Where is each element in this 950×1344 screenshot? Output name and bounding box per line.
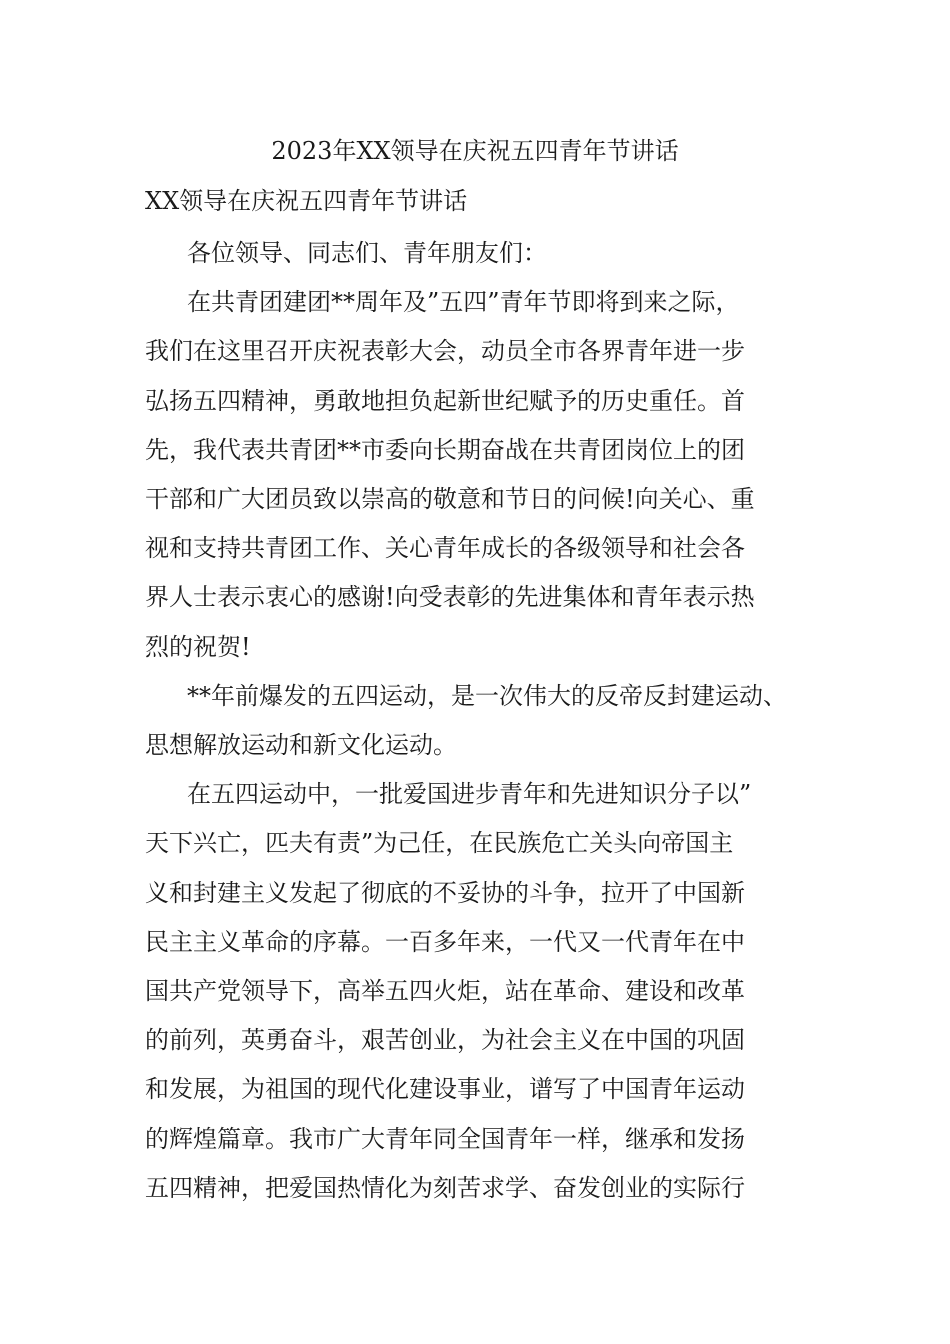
text-line: **年前爆发的五四运动，是一次伟大的反帝反封建运动、	[187, 681, 787, 710]
text-line: 在五四运动中，一批爱国进步青年和先进知识分子以”	[187, 780, 752, 809]
text-line: 烈的祝贺!	[145, 632, 251, 661]
text-line: 民主主义革命的序幕。一百多年来，一代又一代青年在中	[145, 927, 745, 956]
text-line: 干部和广大团员致以崇高的敬意和节日的问候!向关心、重	[145, 485, 755, 514]
document-body	[145, 229, 828, 1213]
text-line: 思想解放运动和新文化运动。	[145, 731, 457, 760]
text-line: 义和封建主义发起了彻底的不妥协的斗争，拉开了中国新	[145, 878, 745, 907]
text-line: 视和支持共青团工作、关心青年成长的各级领导和社会各	[145, 534, 745, 563]
paragraph-history	[145, 770, 828, 1213]
text-line: 在共青团建团**周年及”五四”青年节即将到来之际，	[187, 288, 740, 317]
paragraph-may-fourth	[145, 672, 828, 770]
document-subtitle: XX领导在庆祝五四青年节讲话	[145, 187, 468, 215]
paragraph-opening	[145, 278, 828, 672]
paragraph-greeting	[145, 229, 828, 278]
text-line: 的前列，英勇奋斗，艰苦创业，为社会主义在中国的巩固	[145, 1026, 745, 1055]
text-line: 各位领导、同志们、青年朋友们：	[187, 239, 547, 267]
text-line: 和发展，为祖国的现代化建设事业，谱写了中国青年运动	[145, 1075, 745, 1104]
text-line: 国共产党领导下，高举五四火炬，站在革命、建设和改革	[145, 977, 745, 1006]
document-title: 2023年XX领导在庆祝五四青年节讲话	[271, 137, 679, 165]
text-line: 先，我代表共青团**市委向长期奋战在共青团岗位上的团	[145, 435, 745, 464]
text-line: 弘扬五四精神，勇敢地担负起新世纪赋予的历史重任。首	[145, 386, 745, 415]
text-line: 天下兴亡，匹夫有责”为己任，在民族危亡关头向帝国主	[145, 829, 734, 858]
text-line: 的辉煌篇章。我市广大青年同全国青年一样，继承和发扬	[145, 1124, 745, 1153]
text-line: 界人士表示衷心的感谢!向受表彰的先进集体和青年表示热	[145, 583, 755, 612]
text-line: 五四精神，把爱国热情化为刻苦求学、奋发创业的实际行	[145, 1173, 745, 1202]
text-line: 我们在这里召开庆祝表彰大会，动员全市各界青年进一步	[145, 337, 745, 366]
